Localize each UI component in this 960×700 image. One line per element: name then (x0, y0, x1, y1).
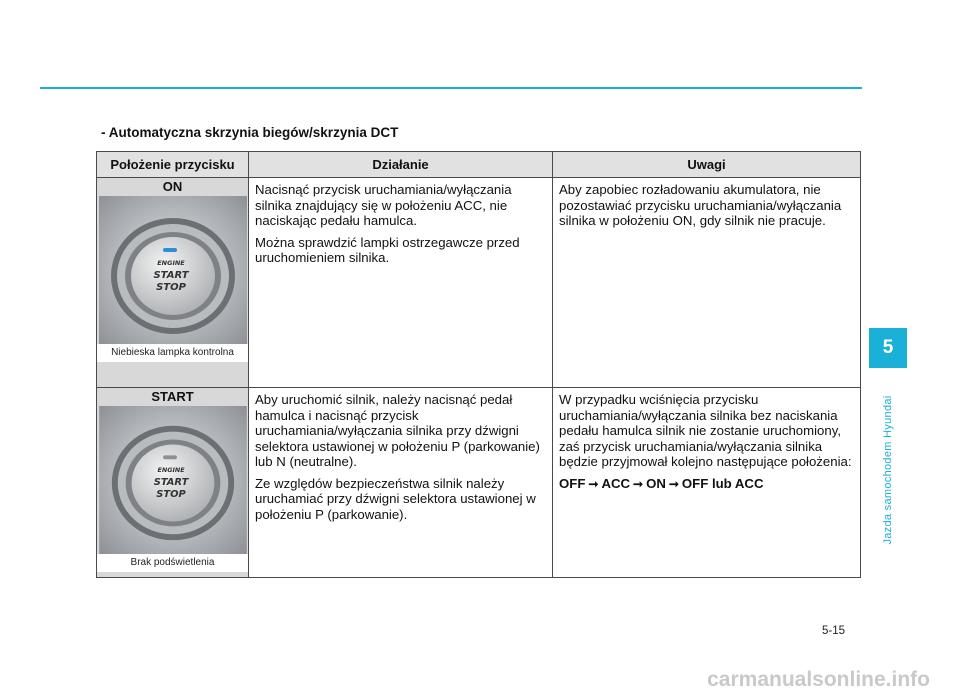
button-text-engine: ENGINE (156, 466, 185, 475)
start-stop-button-icon (99, 196, 247, 344)
action-text: Aby uruchomić silnik, należy nacisnąć pedał hamulca i nacisnąć przycisk uruchamiania/wyłączania silnika przy dźwigni selektora ustawionej w położeniu P (parkowanie) lub N (neutralne). (255, 392, 540, 469)
table-row (97, 178, 861, 388)
section-title: - Automatyczna skrzynia biegów/skrzynia DCT (101, 125, 399, 140)
button-text-start: START (152, 270, 189, 281)
header-position: Położenie przycisku (97, 152, 249, 178)
table-header-row (97, 152, 861, 178)
action-text: Można sprawdzić lampki ostrzegawcze przed uruchomieniem silnika. (255, 234, 520, 265)
action-text: Nacisnąć przycisk uruchamiania/wyłączania silnika znajdujący się w położeniu ACC, nie naciskając pedału hamulca. (255, 182, 512, 228)
position-label: START (97, 388, 248, 406)
button-text-start: START (153, 476, 188, 488)
notes-cell-start (553, 388, 861, 578)
image-caption: Niebieska lampka kontrolna (97, 344, 248, 362)
header-notes: Uwagi (553, 152, 861, 178)
button-text-stop: STOP (155, 282, 186, 293)
image-caption: Brak podświetlenia (97, 554, 248, 572)
action-cell-start (249, 388, 553, 578)
watermark: carmanualsonline.info (707, 668, 930, 691)
button-text-stop: STOP (155, 488, 186, 500)
position-sequence (559, 476, 854, 493)
sequence-step: OFF lub ACC (681, 475, 764, 491)
notes-cell-on (553, 178, 861, 388)
top-rule (40, 87, 862, 89)
table-row (97, 388, 861, 578)
position-cell-on (97, 178, 249, 388)
sequence-step: ON (646, 475, 666, 491)
action-cell-on (249, 178, 553, 388)
page-number: 5-15 (822, 625, 846, 637)
arrow-right-icon: ➞ (588, 476, 599, 491)
sequence-step: ACC (601, 475, 631, 491)
button-text-engine: ENGINE (156, 259, 185, 267)
position-cell-start (97, 388, 249, 578)
operations-table (96, 151, 861, 578)
arrow-right-icon: ➞ (633, 476, 644, 491)
sequence-step: OFF (559, 475, 586, 491)
chapter-title: Jazda samochodem Hyundai (882, 395, 894, 545)
header-action: Działanie (249, 152, 553, 178)
action-text: Ze względów bezpieczeństwa silnik należy uruchamiać przy dźwigni selektora ustawionej w położeniu P (parkowanie). (255, 475, 536, 522)
arrow-right-icon: ➞ (668, 476, 679, 491)
notes-text: W przypadku wciśnięcia przycisku uruchamiania/wyłączania silnika bez naciskania pedału hamulca silnik nie zostanie uruchomiony, zaś przycisk uruchamiania/wyłączania silnika będzie przyjmował kolejno następujące położenia: (559, 392, 852, 469)
chapter-tab: 5 (869, 328, 907, 368)
position-label: ON (97, 178, 248, 196)
start-stop-button-icon (99, 406, 247, 554)
notes-text: Aby zapobiec rozładowaniu akumulatora, nie pozostawiać przycisku uruchamiania/wyłączania silnika w położeniu ON, gdy silnik nie pracuje. (559, 182, 842, 228)
